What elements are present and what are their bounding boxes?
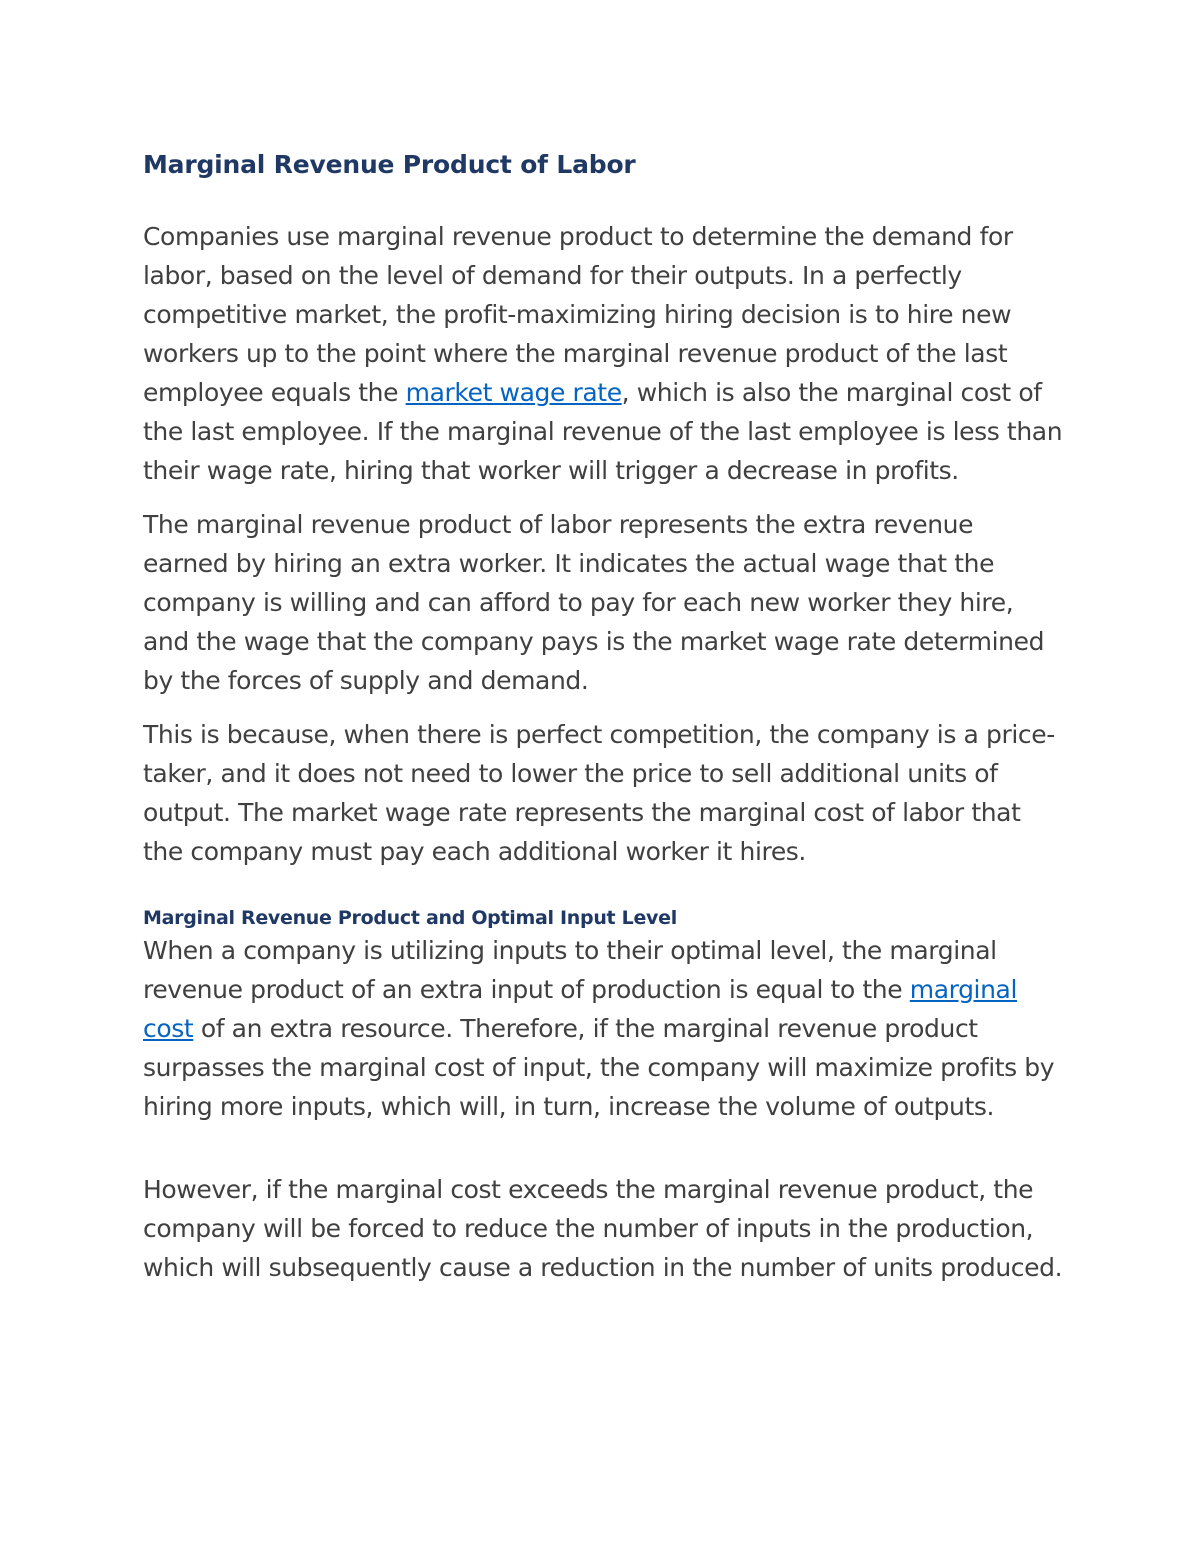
paragraph-text: When a company is utilizing inputs to their optimal level, the marginal revenue product of an extra input of production is equal to the: [143, 936, 997, 1004]
paragraph-text: , which is also the marginal cost of the last employee. If the marginal revenue of the last employee is less than their wage rate, hiring that worker will trigger a decrease in profits.: [143, 378, 1063, 485]
market-wage-rate-link[interactable]: market wage rate: [405, 378, 622, 407]
page-title: Marginal Revenue Product of Labor: [143, 150, 636, 179]
paragraph-intro: [143, 217, 1063, 490]
paragraph-optimal-input: [143, 931, 1063, 1126]
marginal-cost-link[interactable]: marginal cost: [143, 975, 1018, 1043]
paragraph-text: of an extra resource. Therefore, if the marginal revenue product surpasses the marginal cost of input, the company will maximize profits by hiring more inputs, which will, in turn, increase the volume of outputs.: [143, 1014, 1055, 1121]
paragraph-mrp-definition: The marginal revenue product of labor represents the extra revenue earned by hiring an extra worker. It indicates the actual wage that the company is willing and can afford to pay for each new worker they hire, and the wage that the company pays is the market wage rate determined by the forces of supply and demand.: [143, 510, 1045, 695]
paragraph-marginal-cost-exceeds: However, if the marginal cost exceeds the marginal revenue product, the company will be forced to reduce the number of inputs in the production, which will subsequently cause a reduction in the number of units produced.: [143, 1175, 1063, 1282]
section-heading: Marginal Revenue Product and Optimal Input Level: [143, 907, 677, 929]
paragraph-text: Companies use marginal revenue product to determine the demand for labor, based on the level of demand for their outputs. In a perfectly competitive market, the profit-maximizing hiring decision is to hire new workers up to the point where the marginal revenue product of the last employee equals the: [143, 222, 1013, 407]
document-body: [143, 143, 1063, 1287]
paragraph-perfect-competition: This is because, when there is perfect competition, the company is a price-taker, and it does not need to lower the price to sell additional units of output. The market wage rate represents the marginal cost of labor that the company must pay each additional worker it hires.: [143, 720, 1055, 866]
